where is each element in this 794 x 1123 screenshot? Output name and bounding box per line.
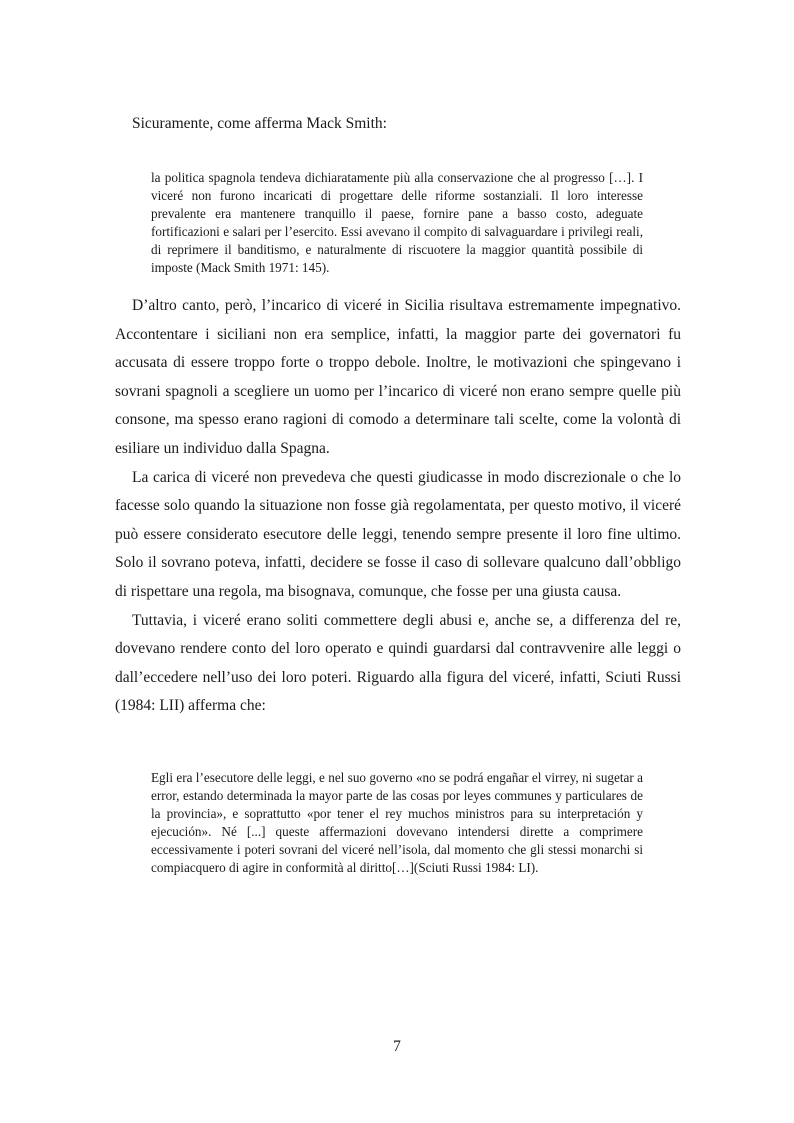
block-quote-sciuti-russi: Egli era l’esecutore delle leggi, e nel suo governo «no se podrá engañar el virrey, ni sugetar a error, estando determinada la mayor parte de las cosas por leyes communes y particulares de la provincia», e soprattutto «por tener el rey muchos ministros para su interpretación y ejecución». Né [...] queste affermazioni dovevano intendersi dirette a comprimere eccessivamente i poteri sovrani del viceré nell’isola, dal momento che gli stessi monarchi si compiacquero di agire in conformità al diritto[…](Sciuti Russi 1984: LI). xyxy=(151,770,643,876)
body-text xyxy=(115,292,681,721)
paragraph: Tuttavia, i viceré erano soliti commettere degli abusi e, anche se, a differenza del re, dovevano rendere conto del loro operato e quindi guardarsi dal contravvenire alle leggi o dall’eccedere nell’uso dei loro poteri. Riguardo alla figura del viceré, infatti, Sciuti Russi (1984: LII) afferma che: xyxy=(115,611,681,715)
page-number: 7 xyxy=(393,1038,401,1055)
block-quote-mack-smith: la politica spagnola tendeva dichiaratamente più alla conservazione che al progresso […]. I viceré non furono incaricati di progettare delle riforme sostanziali. Il loro interesse prevalente era mantenere tranquillo il paese, fornire pane a basso costo, adeguate fortificazioni e salari per l’esercito. Essi avevano il compito di salvaguardare i privilegi reali, di reprimere il banditismo, e naturalmente di riscuotere la maggior quantità possibile di imposte (Mack Smith 1971: 145). xyxy=(151,170,643,276)
paragraph: La carica di viceré non prevedeva che questi giudicasse in modo discrezionale o che lo facesse solo quando la situazione non fosse già regolamentata, per questo motivo, il viceré può essere considerato esecutore delle leggi, tenendo sempre presente il loro fine ultimo. Solo il sovrano poteva, infatti, decidere se fosse il caso di sollevare qualcuno dall’obbligo di rispettare una regola, ma bisognava, comunque, che fosse per una giusta causa. xyxy=(115,468,681,600)
intro-line: Sicuramente, come afferma Mack Smith: xyxy=(132,115,387,132)
paragraph: D’altro canto, però, l’incarico di viceré in Sicilia risultava estremamente impegnativo. Accontentare i siciliani non era semplice, infatti, la maggior parte dei governatori fu accusata di essere troppo forte o troppo debole. Inoltre, le motivazioni che spingevano i sovrani spagnoli a scegliere un uomo per l’incarico di viceré non erano sempre quelle più consone, ma spesso erano ragioni di comodo a determinare tali scelte, come la volontà di esiliare un individuo dalla Spagna. xyxy=(115,297,681,457)
